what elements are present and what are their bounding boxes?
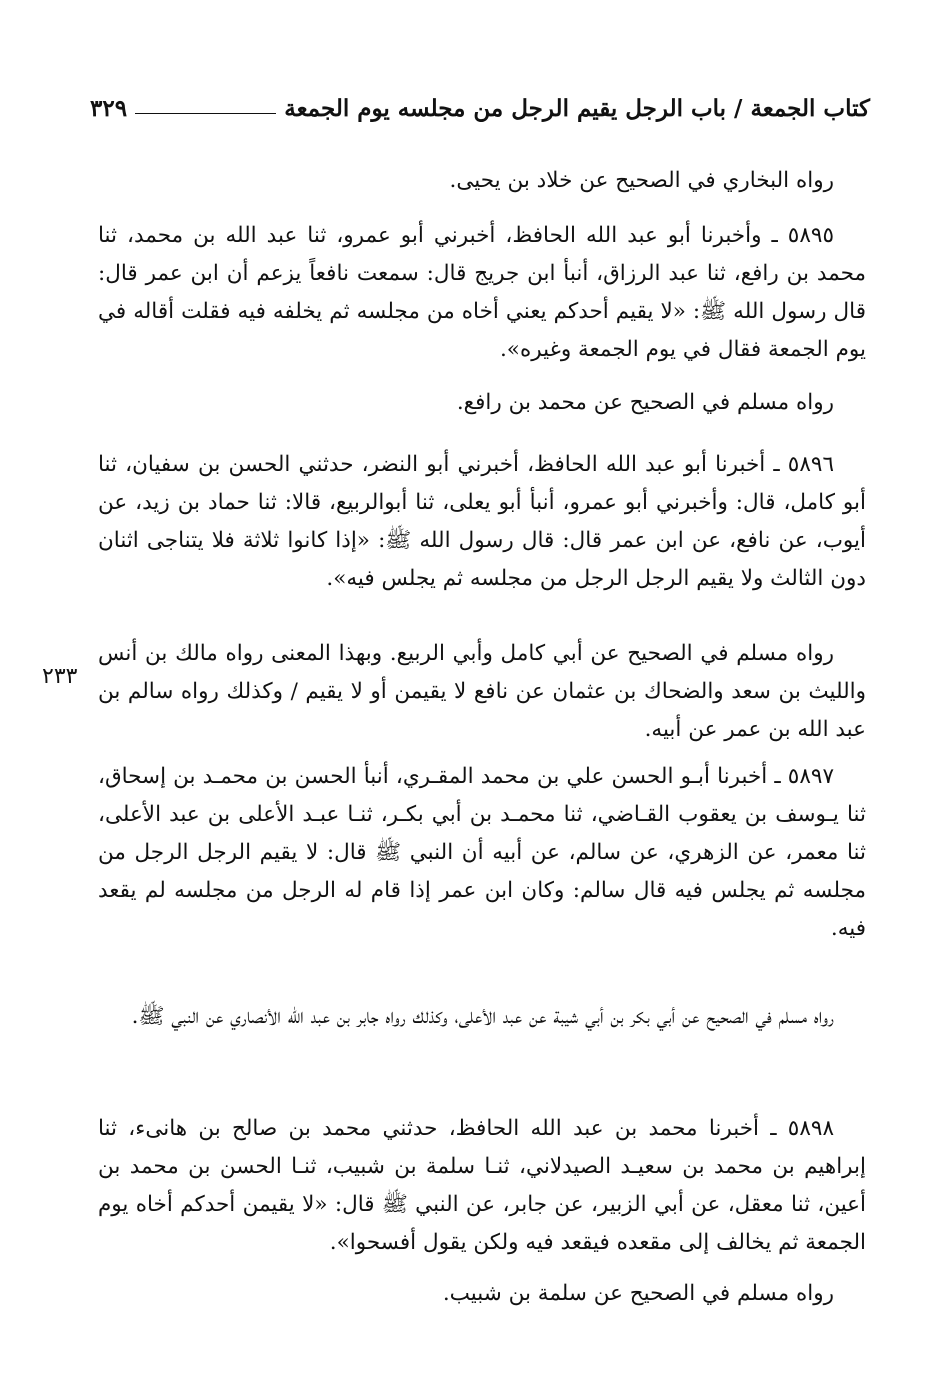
paragraph-narration: رواه مسلم في الصحيح عن سلمة بن شبيب. bbox=[442, 1280, 834, 1306]
paragraph-narration: رواه مسلم في الصحيح عن أبي بكر بن أبي شيبة عن عبد الأعلى، وكذلك رواه جابر بن عبد الله الأنصاري عن النبي ﷺ. bbox=[131, 1003, 834, 1029]
paragraph-narration: رواه البخاري في الصحيح عن خلاد بن يحيى. bbox=[449, 167, 834, 193]
paragraph-hadith-5897: ٥٨٩٧ ـ أخبرنا أبـو الحسن علي بن محمد المقـري، أنبأ الحسن بن محمـد بن إسحاق، ثنا يـوسف بن يعقوب القـاضي، ثنا محمـد بن أبي بكـر، ثنـا عبـد الأعلى بن عبد الأعلى، ثنا معمر، عن الزهري، عن سالم، عن أبيه أن النبي ﷺ قال: لا يقيم الرجل الرجل من مجلسه ثم يجلس فيه قال سالم: وكان ابن عمر إذا قام له الرجل من مجلسه لم يقعد فيه. bbox=[98, 763, 866, 941]
page-number: ٣٢٩ bbox=[90, 95, 128, 122]
paragraph-hadith-5895: ٥٨٩٥ ـ وأخبرنا أبو عبد الله الحافظ، أخبرني أبو عمرو، ثنا عبد الله بن محمد، ثنا محمد بن رافع، ثنا عبد الرزاق، أنبأ ابن جريج قال: سمعت نافعاً يزعم أن ابن عمر قال: قال رسول الله ﷺ: «لا يقيم أحدكم يعني أخاه من مجلسه ثم يخلفه فيه فقلت أقاله في يوم الجمعة فقال في يوم الجمعة وغيره». bbox=[98, 222, 866, 362]
paragraph-hadith-5896: ٥٨٩٦ ـ أخبرنا أبو عبد الله الحافظ، أخبرني أبو النضر، حدثني الحسن بن سفيان، ثنا أبو كامل، قال: وأخبرني أبو عمرو، أنبأ أبو يعلى، ثنا أبوالربيع، قالا: ثنا حماد بن زيد، عن أيوب، عن نافع، عن ابن عمر قال: قال رسول الله ﷺ: «إذا كانوا ثلاثة فلا يتناجى اثنان دون الثالث ولا يقيم الرجل الرجل من مجلسه ثم يجلس فيه». bbox=[98, 451, 866, 591]
margin-page-reference: ٢٣٣ bbox=[42, 664, 78, 689]
header-rule bbox=[135, 113, 276, 114]
running-title: كتاب الجمعة / باب الرجل يقيم الرجل من مجلسه يوم الجمعة bbox=[284, 95, 870, 122]
paragraph-hadith-5898: ٥٨٩٨ ـ أخبرنا محمد بن عبد الله الحافظ، حدثني محمد بن صالح بن هانىء، ثنا إبراهيم بن محمد بن سعيـد الصيدلاني، ثنـا سلمة بن شبيب، ثنـا الحسن بن محمد بن أعين، ثنا معقل، عن أبي الزبير، عن جابر، عن النبي ﷺ قال: «لا يقيمن أحدكم أخاه يوم الجمعة ثم يخالف إلى مقعده فيقعد فيه ولكن يقول أفسحوا». bbox=[98, 1115, 866, 1255]
page-header bbox=[90, 82, 870, 122]
paragraph-narration: رواه مسلم في الصحيح عن أبي كامل وأبي الربيع. وبهذا المعنى رواه مالك بن أنس والليث بن سعد والضحاك بن عثمان عن نافع لا يقيمن أو لا يقيم / وكذلك رواه سالم بن عبد الله بن عمر عن أبيه. bbox=[98, 640, 866, 742]
paragraph-narration: رواه مسلم في الصحيح عن محمد بن رافع. bbox=[456, 389, 834, 415]
